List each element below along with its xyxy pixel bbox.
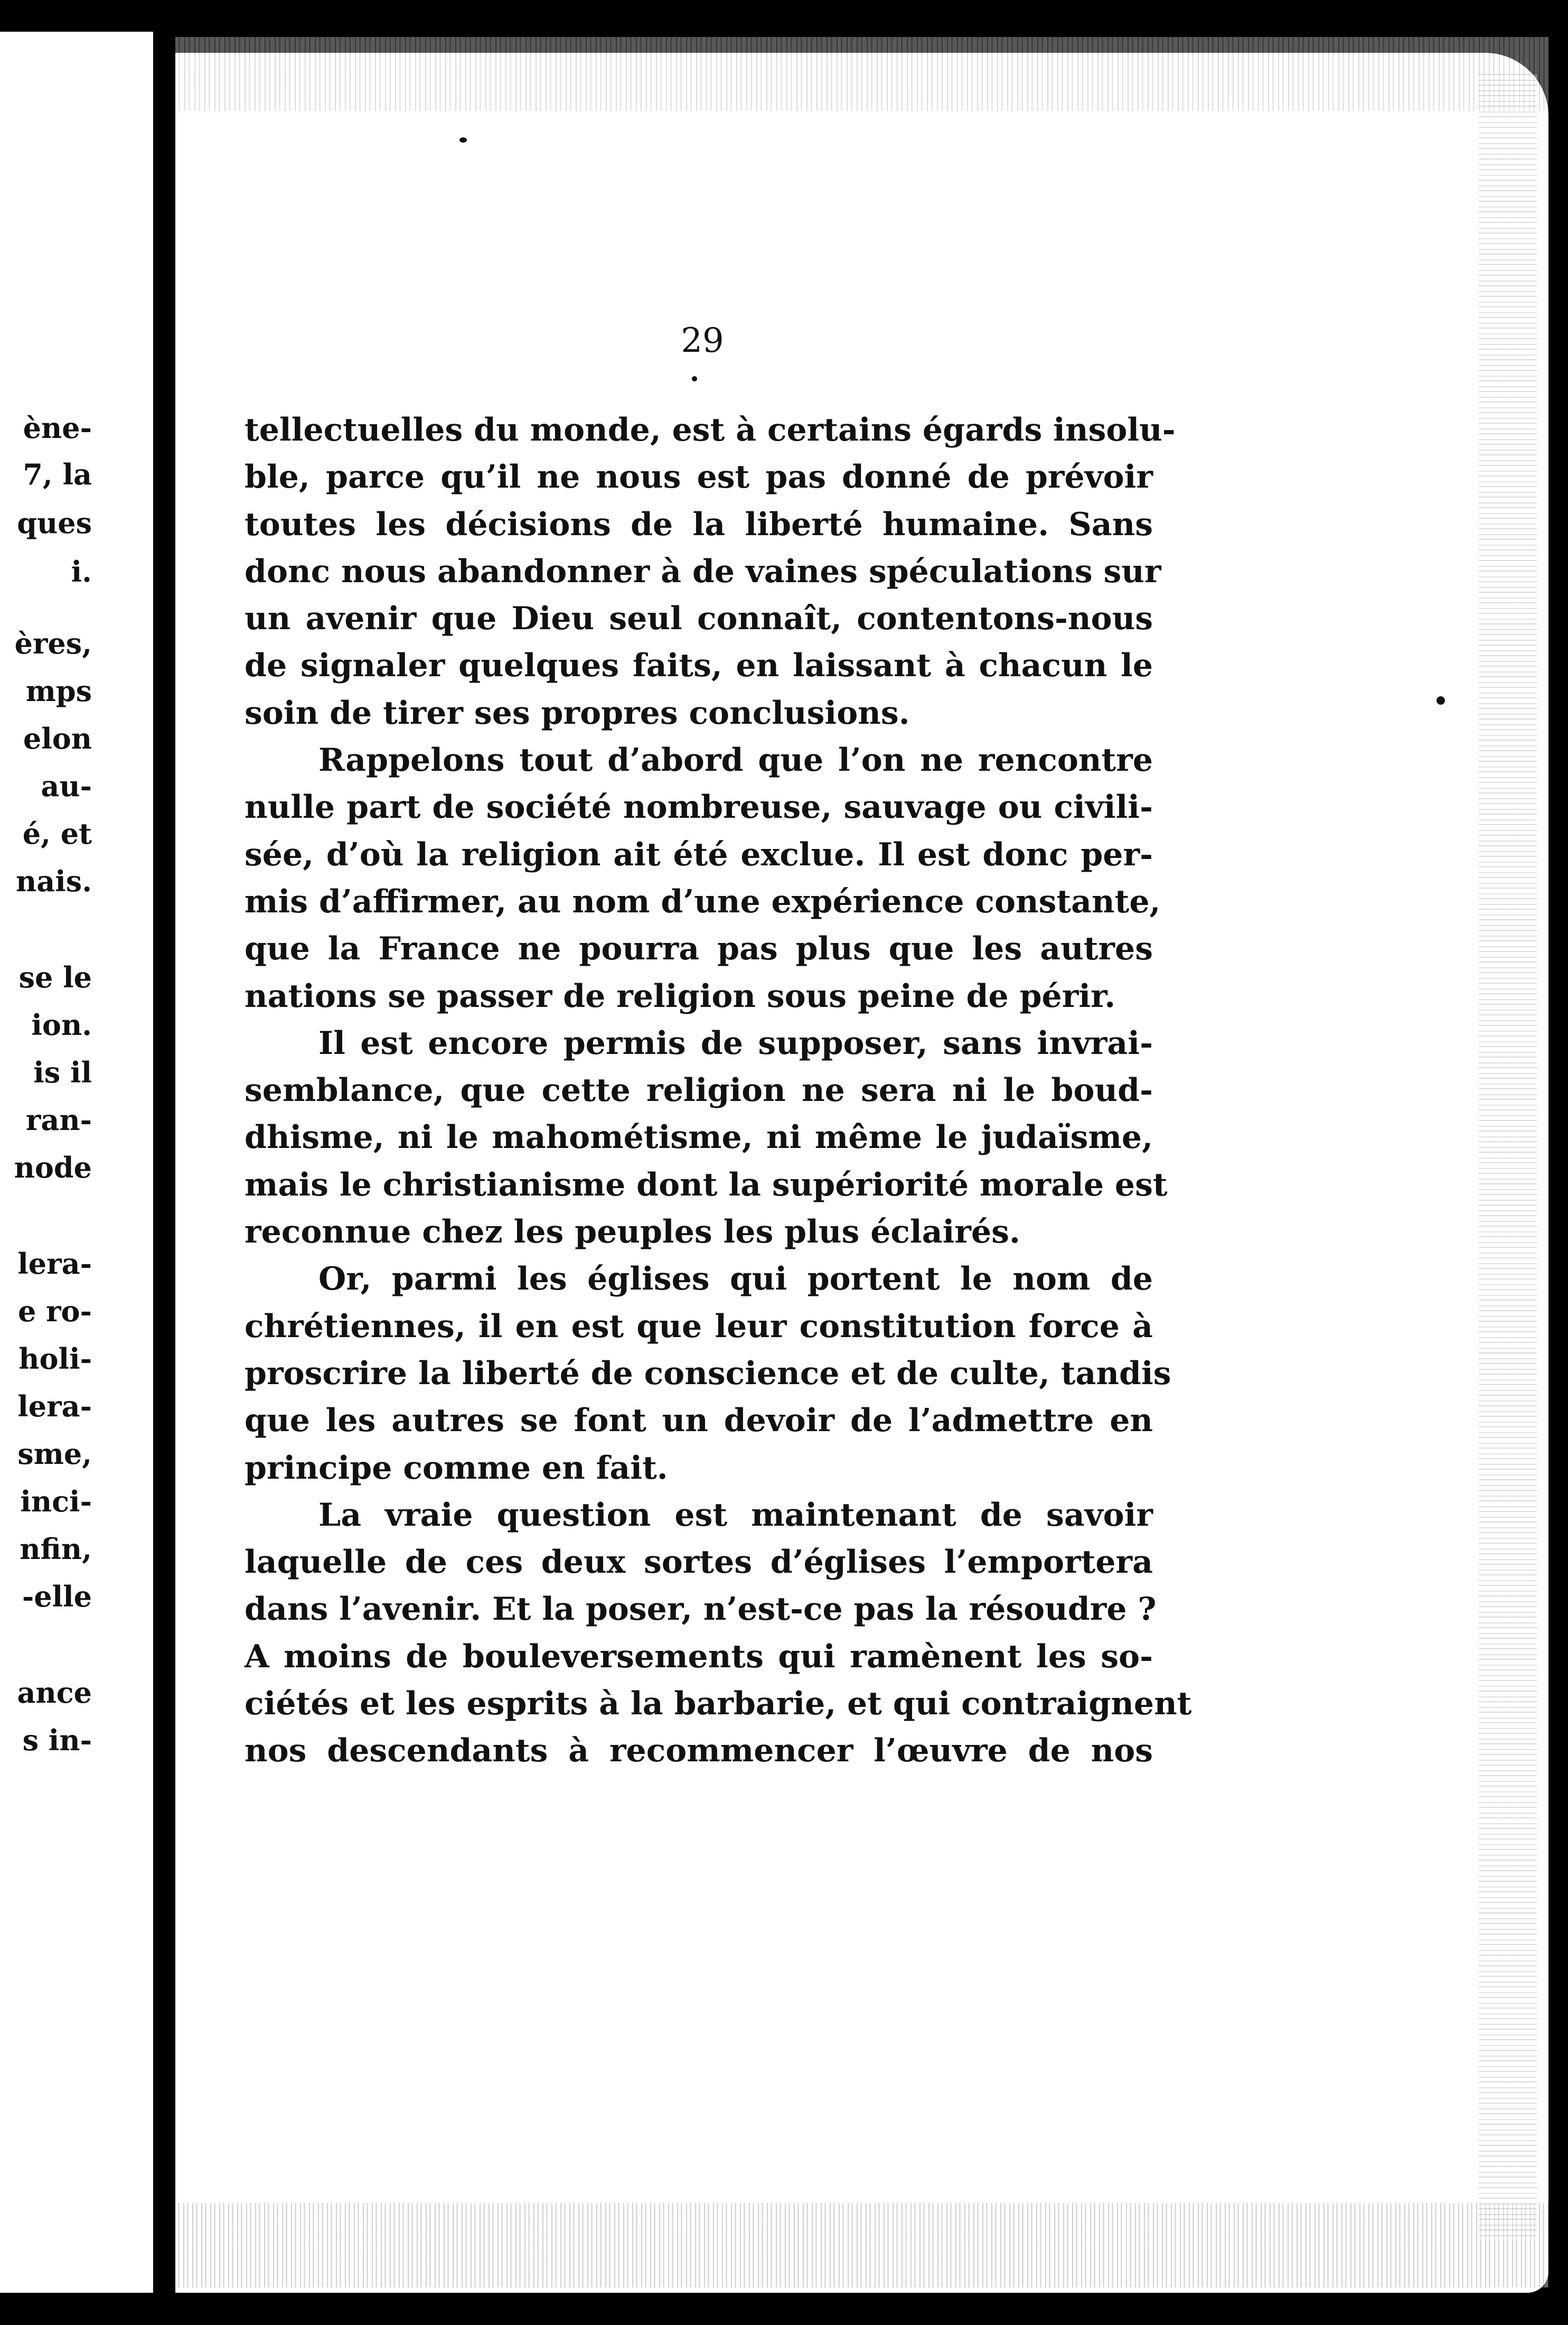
previous-page-line-fragment: -elle bbox=[22, 1580, 92, 1613]
previous-page-line-fragment: 7, la bbox=[23, 457, 92, 491]
previous-page-line-fragment: i. bbox=[71, 555, 92, 589]
paragraph bbox=[245, 1020, 1168, 1256]
text-line: proscrire la liberté de conscience et de culte, tandis bbox=[245, 1355, 1171, 1392]
text-line: A moins de bouleversements qui ramènent les so- bbox=[245, 1638, 1153, 1675]
text-line: que les autres se font un devoir de l’admettre en bbox=[245, 1402, 1153, 1440]
page-number: 29 bbox=[681, 321, 724, 360]
text-line: mis d’affirmer, au nom d’une expérience constante, bbox=[245, 883, 1161, 920]
previous-page-line-fragment: is il bbox=[33, 1056, 92, 1089]
text-line: toutes les décisions de la liberté humaine. Sans bbox=[245, 506, 1153, 543]
scan-noise-right bbox=[1479, 74, 1537, 2240]
text-line: ble, parce qu’il ne nous est pas donné de prévoir bbox=[245, 459, 1153, 496]
previous-page-line-fragment: ran- bbox=[25, 1103, 92, 1137]
previous-page-line-fragment: nais. bbox=[16, 864, 92, 898]
text-line: nulle part de société nombreuse, sauvage ou civili- bbox=[245, 789, 1153, 826]
previous-page-line-fragment: é, et bbox=[22, 817, 92, 851]
text-line: donc nous abandonner à de vaines spéculations sur bbox=[245, 553, 1161, 590]
text-line: chrétiennes, il en est que leur constitution force à bbox=[245, 1308, 1153, 1345]
text-line: Il est encore permis de supposer, sans invrai- bbox=[318, 1024, 1153, 1062]
text-line: mais le christianisme dont la supériorité morale est bbox=[245, 1166, 1168, 1203]
text-line: Rappelons tout d’abord que l’on ne rencontre bbox=[318, 742, 1153, 779]
ink-speck bbox=[692, 376, 697, 381]
text-line: de signaler quelques faits, en laissant à chacun le bbox=[245, 647, 1153, 685]
previous-page-line-fragment: mps bbox=[25, 674, 92, 708]
text-line: semblance, que cette religion ne sera ni le boud- bbox=[245, 1072, 1153, 1109]
page-body-text bbox=[245, 407, 1192, 1775]
text-line: Or, parmi les églises qui portent le nom de bbox=[318, 1260, 1153, 1298]
text-line: dans l’avenir. Et la poser, n’est-ce pas la résoudre ? bbox=[245, 1591, 1157, 1628]
previous-page-line-fragment: sme, bbox=[17, 1437, 92, 1471]
paragraph bbox=[245, 1256, 1171, 1491]
text-line: un avenir que Dieu seul connaît, contentons-nous bbox=[245, 600, 1153, 638]
previous-page-line-fragment: ères, bbox=[14, 627, 92, 660]
text-line: soin de tirer ses propres conclusions. bbox=[245, 694, 910, 732]
previous-page-line-fragment: au- bbox=[41, 769, 92, 803]
previous-page-line-fragment: nfin, bbox=[20, 1532, 92, 1566]
scan-noise-top bbox=[175, 37, 1548, 111]
paragraph bbox=[245, 1492, 1192, 1775]
paragraph bbox=[245, 737, 1161, 1020]
previous-page-line-fragment: ance bbox=[17, 1676, 92, 1710]
text-line: que la France ne pourra pas plus que les autres bbox=[245, 930, 1153, 968]
previous-page-line-fragment: inci- bbox=[20, 1484, 92, 1518]
text-line: tellectuelles du monde, est à certains égards insolu- bbox=[245, 412, 1176, 449]
text-line: ciétés et les esprits à la barbarie, et qui contraignent bbox=[245, 1685, 1192, 1723]
text-line: principe comme en fait. bbox=[245, 1449, 668, 1487]
previous-page-line-fragment: ques bbox=[17, 506, 92, 540]
previous-page-line-fragment: elon bbox=[23, 722, 92, 755]
text-line: laquelle de ces deux sortes d’églises l’emportera bbox=[245, 1544, 1153, 1581]
text-line: sée, d’où la religion ait été exclue. Il est donc per- bbox=[245, 836, 1153, 873]
ink-speck bbox=[1436, 696, 1445, 705]
previous-page-line-fragment: se le bbox=[18, 960, 92, 994]
scan-noise-bottom bbox=[175, 2203, 1548, 2287]
text-line: La vraie question est maintenant de savoir bbox=[318, 1496, 1153, 1534]
text-line: nations se passer de religion sous peine de périr. bbox=[245, 977, 1116, 1015]
text-line: nos descendants à recommencer l’œuvre de nos bbox=[245, 1732, 1153, 1770]
previous-page-line-fragment: s in- bbox=[22, 1723, 92, 1757]
previous-page-line-fragment: lera- bbox=[17, 1389, 92, 1423]
previous-page-line-fragment: ion. bbox=[31, 1008, 92, 1042]
text-line: reconnue chez les peuples les plus éclairés. bbox=[245, 1213, 1020, 1251]
ink-speck bbox=[459, 137, 467, 143]
previous-page-line-fragment: node bbox=[14, 1151, 92, 1184]
previous-page-fragment bbox=[0, 32, 153, 2293]
text-line: dhisme, ni le mahométisme, ni même le judaïsme, bbox=[245, 1119, 1153, 1156]
paragraph bbox=[245, 407, 1176, 737]
previous-page-line-fragment: holi- bbox=[18, 1342, 92, 1376]
previous-page-line-fragment: ène- bbox=[23, 411, 92, 445]
previous-page-line-fragment: e ro- bbox=[17, 1294, 92, 1328]
previous-page-line-fragment: lera- bbox=[17, 1247, 92, 1281]
